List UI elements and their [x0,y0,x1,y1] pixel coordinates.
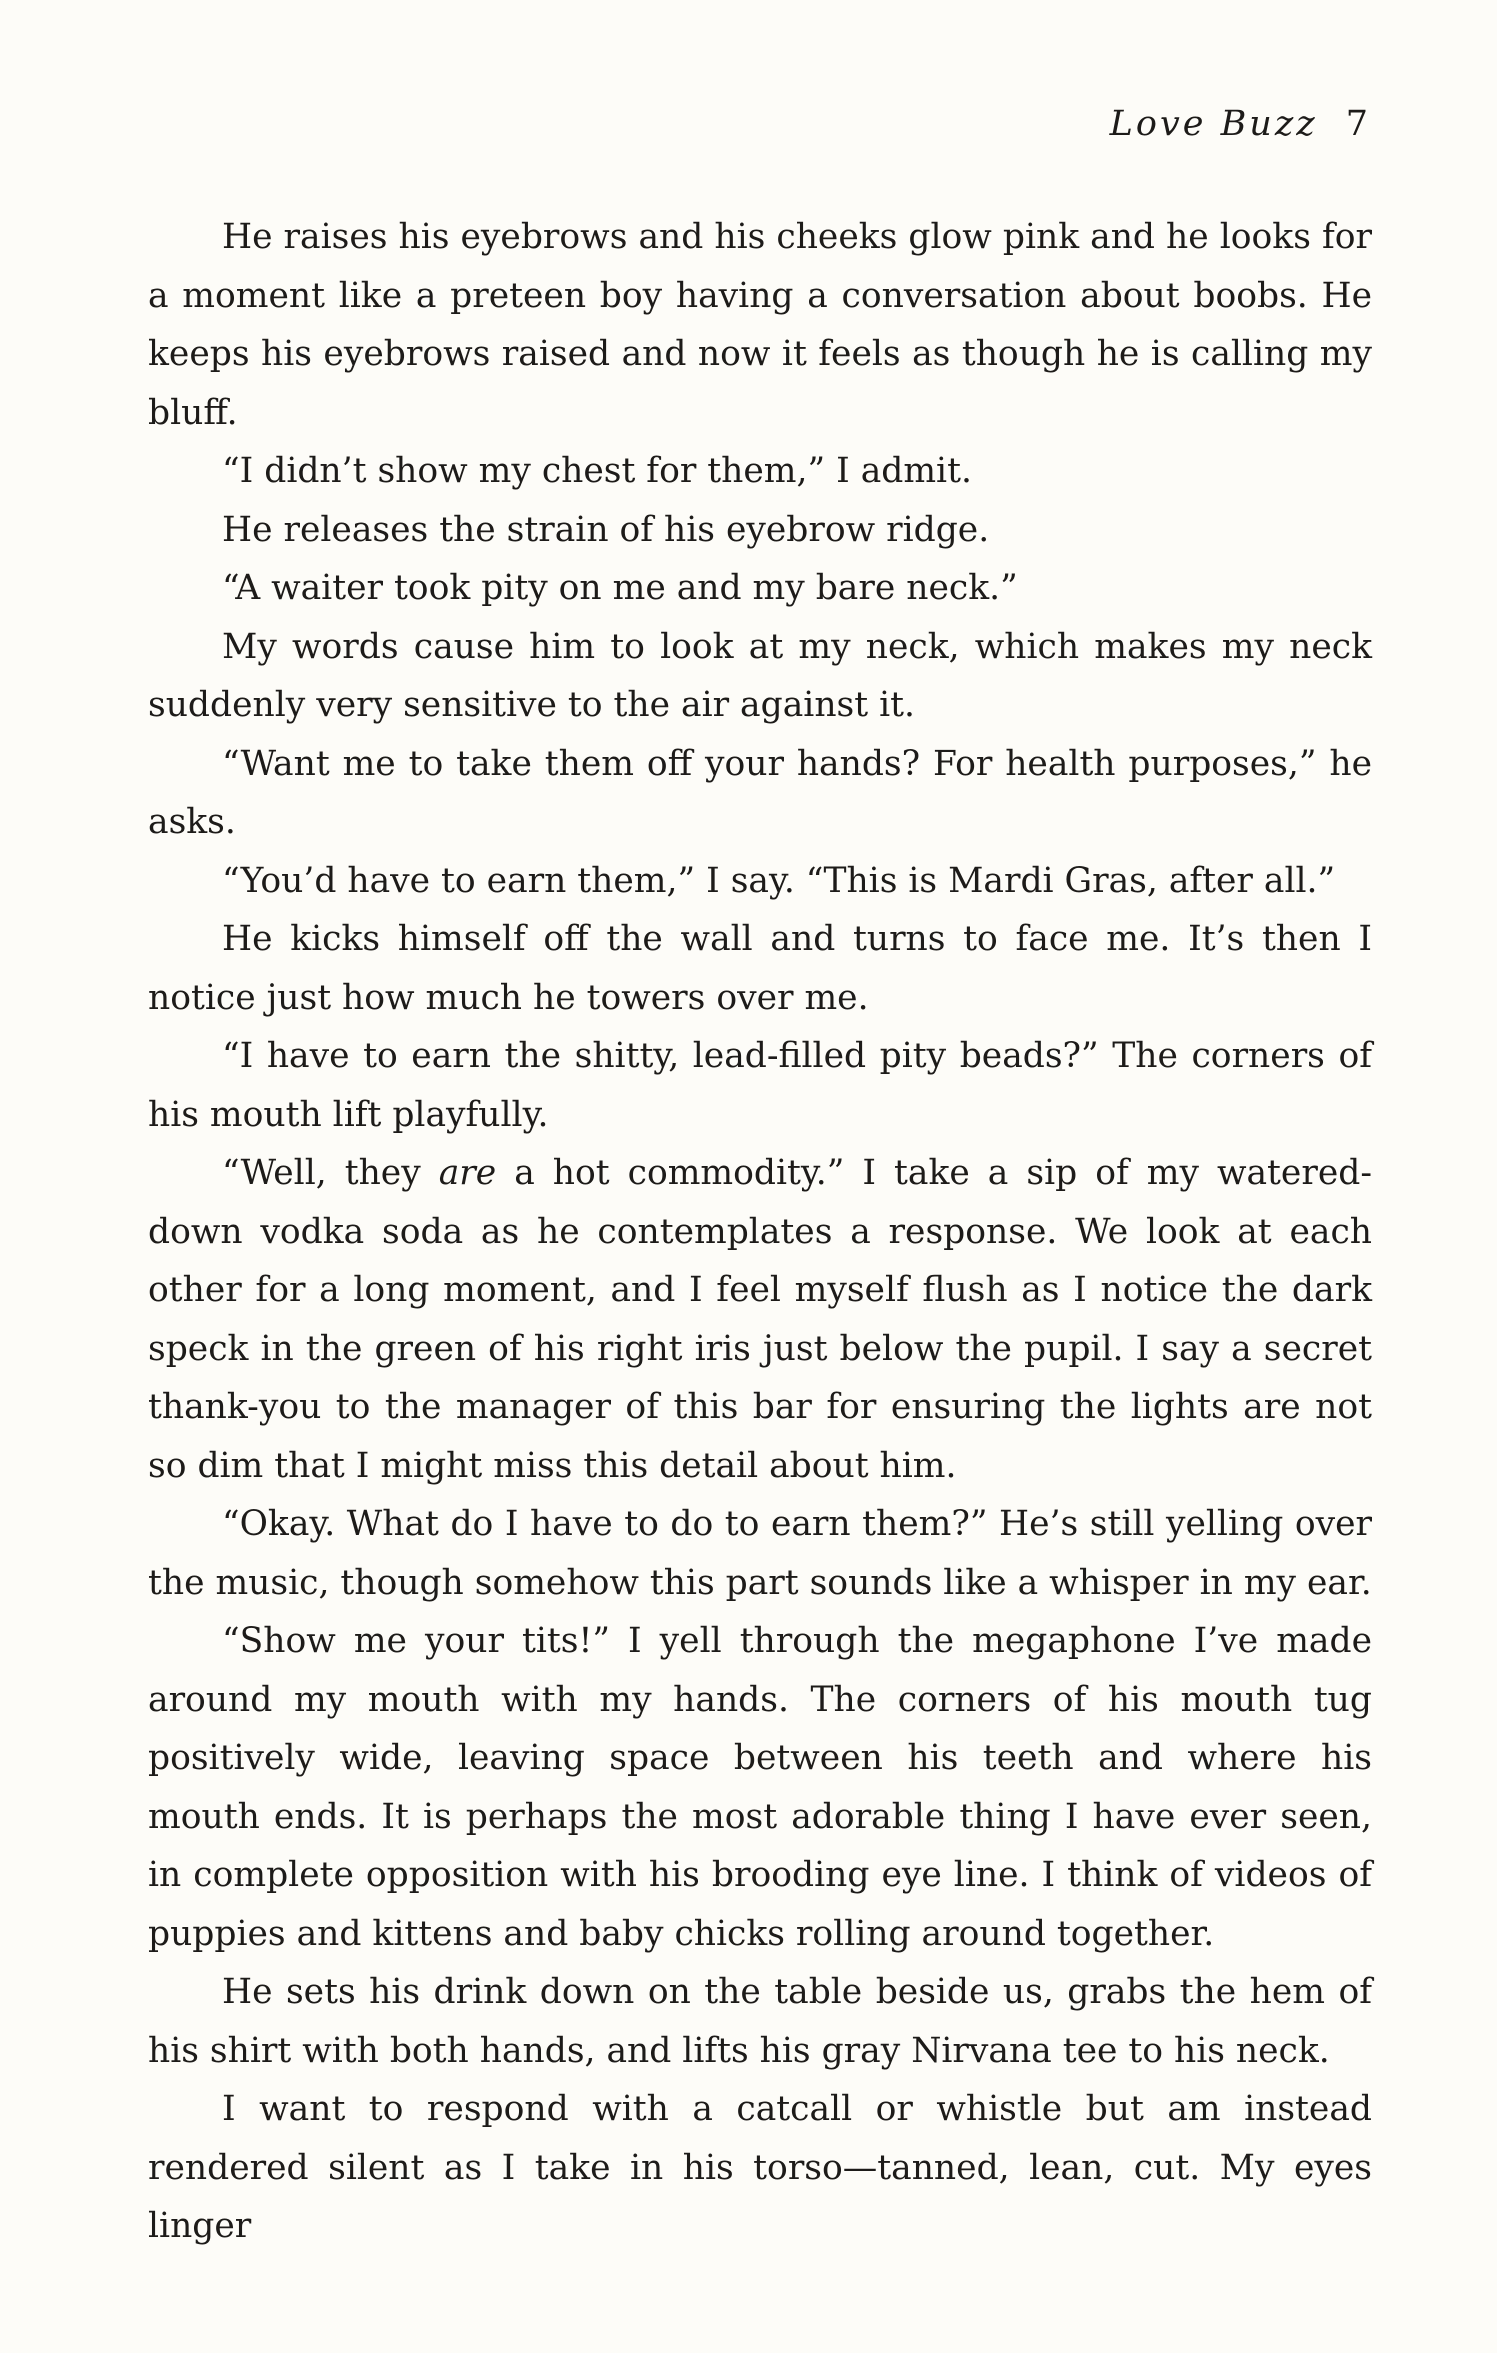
page-number: 7 [1345,104,1369,144]
paragraph: He kicks himself off the wall and turns to face me. It’s then I notice just how much he towers over me. [148,919,1372,1018]
paragraph: “Show me your tits!” I yell through the megaphone I’ve made around my mouth with my hands. The corners of his mouth tug positively wide, leaving space between his teeth and where his mouth ends. It is perhaps the most adorable thing I have ever seen, in complete opposition with his brooding eye line. I think of videos of puppies and kittens and baby chicks rolling around together. [148,1621,1372,1954]
paragraph: “A waiter took pity on me and my bare neck.” [222,568,1018,608]
paragraph-text: a hot commodity.” I take a sip of my watered-down vodka soda as he contemplates a response. We look at each other for a long moment, and I feel myself flush as I notice the dark speck in the green of his right iris just below the pupil. I say a secret thank-you to the manager of this bar for ensuring the lights are not so dim that I might miss this detail about him. [148,1153,1372,1486]
paragraph: “I have to earn the shitty, lead-filled pity beads?” The corners of his mouth lift playfully. [148,1036,1372,1135]
paragraph: My words cause him to look at my neck, which makes my neck suddenly very sensitive to the air against it. [148,626,1372,725]
body-text [148,208,1372,2256]
emphasized-word: are [438,1153,497,1193]
paragraph: “Okay. What do I have to do to earn them?” He’s still yelling over the music, though somehow this part sounds like a whisper in my ear. [148,1504,1372,1603]
paragraph [148,1144,1372,1495]
paragraph: I want to respond with a catcall or whistle but am instead rendered silent as I take in his torso—tanned, lean, cut. My eyes linger [148,2089,1372,2246]
paragraph: “You’d have to earn them,” I say. “This is Mardi Gras, after all.” [222,860,1336,901]
paragraph: “Want me to take them off your hands? For health purposes,” he asks. [148,743,1372,842]
running-head-title: Love Buzz [1109,104,1318,144]
paragraph: He releases the strain of his eyebrow ridge. [222,509,990,550]
paragraph-text: “Well, they [222,1153,439,1193]
paragraph: He sets his drink down on the table beside us, grabs the hem of his shirt with both hands, and lifts his gray Nirvana tee to his neck. [148,1972,1372,2071]
running-head [1110,104,1369,144]
paragraph: He raises his eyebrows and his cheeks glow pink and he looks for a moment like a preteen boy having a conversation about boobs. He keeps his eyebrows raised and now it feels as though he is calling my bluff. [148,217,1372,433]
paragraph: “I didn’t show my chest for them,” I admit. [222,451,972,491]
